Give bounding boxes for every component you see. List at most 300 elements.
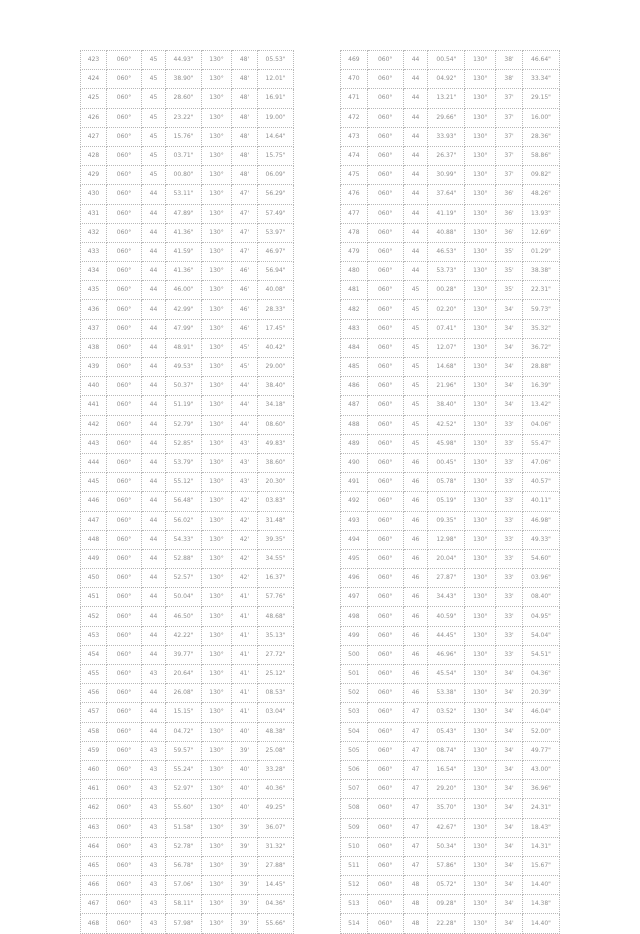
lat-minutes-cell: 47 <box>403 741 428 760</box>
lat-seconds-cell: 23.22" <box>166 108 202 127</box>
lon-minutes-cell: 37' <box>496 108 523 127</box>
lon-minutes-cell: 48' <box>232 89 258 108</box>
table-row <box>341 70 560 89</box>
table-row <box>341 473 560 492</box>
lat-minutes-cell: 43 <box>142 799 166 818</box>
table-row <box>341 665 560 684</box>
lon-degrees-cell: 130° <box>465 914 496 933</box>
lon-minutes-cell: 34' <box>496 895 523 914</box>
lat-seconds-cell: 39.77" <box>166 645 202 664</box>
lon-minutes-cell: 33' <box>496 473 523 492</box>
lon-seconds-cell: 03.04" <box>258 703 294 722</box>
lon-minutes-cell: 42' <box>232 569 258 588</box>
lat-minutes-cell: 44 <box>403 223 428 242</box>
lat-degrees-cell: 060° <box>367 89 403 108</box>
lon-degrees-cell: 130° <box>465 51 496 70</box>
point-number-cell: 481 <box>341 281 368 300</box>
table-row <box>341 530 560 549</box>
lon-minutes-cell: 35' <box>496 281 523 300</box>
lon-minutes-cell: 37' <box>496 166 523 185</box>
lat-degrees-cell: 060° <box>107 760 142 779</box>
lat-seconds-cell: 15.76" <box>166 127 202 146</box>
lat-minutes-cell: 44 <box>142 588 166 607</box>
lat-degrees-cell: 060° <box>107 549 142 568</box>
table-row <box>81 741 294 760</box>
lon-minutes-cell: 33' <box>496 569 523 588</box>
lon-seconds-cell: 59.73" <box>522 300 559 319</box>
lon-seconds-cell: 48.26" <box>522 185 559 204</box>
lat-degrees-cell: 060° <box>107 338 142 357</box>
lat-degrees-cell: 060° <box>107 914 142 933</box>
lat-degrees-cell: 060° <box>107 684 142 703</box>
lon-minutes-cell: 34' <box>496 319 523 338</box>
lon-degrees-cell: 130° <box>202 722 232 741</box>
point-number-cell: 440 <box>81 377 107 396</box>
lon-minutes-cell: 46' <box>232 262 258 281</box>
lat-degrees-cell: 060° <box>107 818 142 837</box>
lon-seconds-cell: 09.82" <box>522 166 559 185</box>
lat-seconds-cell: 12.07" <box>428 338 465 357</box>
table-row <box>341 799 560 818</box>
table-row <box>81 511 294 530</box>
lat-minutes-cell: 47 <box>403 703 428 722</box>
lat-minutes-cell: 45 <box>403 377 428 396</box>
lon-degrees-cell: 130° <box>465 185 496 204</box>
lat-degrees-cell: 060° <box>107 70 142 89</box>
lon-minutes-cell: 39' <box>232 818 258 837</box>
point-number-cell: 431 <box>81 204 107 223</box>
table-row <box>81 895 294 914</box>
lat-minutes-cell: 44 <box>142 223 166 242</box>
lon-minutes-cell: 41' <box>232 607 258 626</box>
lat-degrees-cell: 060° <box>367 549 403 568</box>
lon-degrees-cell: 130° <box>465 319 496 338</box>
table-row <box>81 818 294 837</box>
lat-degrees-cell: 060° <box>107 242 142 261</box>
lat-degrees-cell: 060° <box>367 511 403 530</box>
point-number-cell: 506 <box>341 760 368 779</box>
lon-seconds-cell: 35.13" <box>258 626 294 645</box>
lat-minutes-cell: 44 <box>142 319 166 338</box>
table-row <box>81 262 294 281</box>
lat-seconds-cell: 40.59" <box>428 607 465 626</box>
lon-seconds-cell: 54.04" <box>522 626 559 645</box>
lat-degrees-cell: 060° <box>367 780 403 799</box>
lat-minutes-cell: 43 <box>142 837 166 856</box>
lon-minutes-cell: 34' <box>496 703 523 722</box>
table-row <box>81 492 294 511</box>
lat-minutes-cell: 45 <box>142 166 166 185</box>
point-number-cell: 491 <box>341 473 368 492</box>
lat-degrees-cell: 060° <box>367 876 403 895</box>
table-row <box>341 89 560 108</box>
lon-minutes-cell: 43' <box>232 434 258 453</box>
lat-degrees-cell: 060° <box>107 895 142 914</box>
lon-seconds-cell: 55.47" <box>522 434 559 453</box>
lat-seconds-cell: 52.97" <box>166 780 202 799</box>
lat-degrees-cell: 060° <box>107 281 142 300</box>
table-row <box>341 741 560 760</box>
lat-degrees-cell: 060° <box>367 358 403 377</box>
lon-minutes-cell: 36' <box>496 204 523 223</box>
point-number-cell: 467 <box>81 895 107 914</box>
lat-seconds-cell: 03.52" <box>428 703 465 722</box>
point-number-cell: 439 <box>81 358 107 377</box>
table-row <box>341 626 560 645</box>
lon-seconds-cell: 56.29" <box>258 185 294 204</box>
lon-degrees-cell: 130° <box>202 549 232 568</box>
lat-seconds-cell: 22.28" <box>428 914 465 933</box>
lat-seconds-cell: 12.98" <box>428 530 465 549</box>
table-row <box>341 722 560 741</box>
point-number-cell: 442 <box>81 415 107 434</box>
lon-seconds-cell: 49.77" <box>522 741 559 760</box>
lon-seconds-cell: 01.29" <box>522 242 559 261</box>
lon-degrees-cell: 130° <box>202 70 232 89</box>
lon-degrees-cell: 130° <box>202 185 232 204</box>
lat-minutes-cell: 47 <box>403 818 428 837</box>
point-number-cell: 446 <box>81 492 107 511</box>
lon-minutes-cell: 38' <box>496 70 523 89</box>
point-number-cell: 428 <box>81 146 107 165</box>
lat-minutes-cell: 45 <box>142 70 166 89</box>
lat-degrees-cell: 060° <box>107 415 142 434</box>
lat-degrees-cell: 060° <box>367 377 403 396</box>
table-row <box>81 70 294 89</box>
point-number-cell: 470 <box>341 70 368 89</box>
lat-seconds-cell: 52.78" <box>166 837 202 856</box>
lon-seconds-cell: 38.40" <box>258 377 294 396</box>
point-number-cell: 451 <box>81 588 107 607</box>
lat-seconds-cell: 00.80" <box>166 166 202 185</box>
point-number-cell: 465 <box>81 856 107 875</box>
lon-degrees-cell: 130° <box>465 338 496 357</box>
lat-minutes-cell: 48 <box>403 895 428 914</box>
point-number-cell: 471 <box>341 89 368 108</box>
lon-seconds-cell: 14.31" <box>522 837 559 856</box>
lon-seconds-cell: 24.31" <box>522 799 559 818</box>
lat-minutes-cell: 47 <box>403 837 428 856</box>
lat-degrees-cell: 060° <box>107 185 142 204</box>
lon-minutes-cell: 33' <box>496 549 523 568</box>
lat-seconds-cell: 00.28" <box>428 281 465 300</box>
lon-degrees-cell: 130° <box>465 434 496 453</box>
lon-degrees-cell: 130° <box>202 703 232 722</box>
lon-degrees-cell: 130° <box>202 377 232 396</box>
lat-seconds-cell: 27.87" <box>428 569 465 588</box>
lon-seconds-cell: 46.98" <box>522 511 559 530</box>
lon-minutes-cell: 33' <box>496 434 523 453</box>
lon-degrees-cell: 130° <box>202 108 232 127</box>
table-row <box>81 837 294 856</box>
lon-minutes-cell: 48' <box>232 127 258 146</box>
lat-degrees-cell: 060° <box>367 242 403 261</box>
lon-degrees-cell: 130° <box>465 358 496 377</box>
table-row <box>341 703 560 722</box>
lat-degrees-cell: 060° <box>367 108 403 127</box>
point-number-cell: 469 <box>341 51 368 70</box>
table-row <box>81 856 294 875</box>
lat-minutes-cell: 46 <box>403 684 428 703</box>
lat-minutes-cell: 47 <box>403 856 428 875</box>
lat-degrees-cell: 060° <box>367 626 403 645</box>
point-number-cell: 500 <box>341 645 368 664</box>
lat-minutes-cell: 45 <box>403 415 428 434</box>
lat-minutes-cell: 43 <box>142 895 166 914</box>
lon-degrees-cell: 130° <box>202 511 232 530</box>
lat-seconds-cell: 55.12" <box>166 473 202 492</box>
lon-seconds-cell: 16.37" <box>258 569 294 588</box>
lat-seconds-cell: 47.89" <box>166 204 202 223</box>
table-row <box>81 242 294 261</box>
lat-minutes-cell: 45 <box>403 338 428 357</box>
lat-seconds-cell: 41.19" <box>428 204 465 223</box>
table-row <box>81 300 294 319</box>
lat-seconds-cell: 57.86" <box>428 856 465 875</box>
lat-degrees-cell: 060° <box>367 914 403 933</box>
lat-seconds-cell: 50.04" <box>166 588 202 607</box>
lat-seconds-cell: 37.64" <box>428 185 465 204</box>
table-row <box>81 51 294 70</box>
lat-degrees-cell: 060° <box>107 319 142 338</box>
lon-seconds-cell: 14.38" <box>522 895 559 914</box>
lat-seconds-cell: 42.22" <box>166 626 202 645</box>
table-row <box>81 588 294 607</box>
lat-degrees-cell: 060° <box>107 665 142 684</box>
table-row <box>341 204 560 223</box>
table-row <box>341 319 560 338</box>
lat-seconds-cell: 30.99" <box>428 166 465 185</box>
lat-seconds-cell: 42.99" <box>166 300 202 319</box>
point-number-cell: 495 <box>341 549 368 568</box>
lon-minutes-cell: 34' <box>496 876 523 895</box>
lon-degrees-cell: 130° <box>465 665 496 684</box>
lat-seconds-cell: 52.79" <box>166 415 202 434</box>
lat-minutes-cell: 46 <box>403 473 428 492</box>
lon-minutes-cell: 34' <box>496 684 523 703</box>
lat-degrees-cell: 060° <box>367 684 403 703</box>
lat-degrees-cell: 060° <box>367 453 403 472</box>
point-number-cell: 479 <box>341 242 368 261</box>
lon-seconds-cell: 33.28" <box>258 760 294 779</box>
lon-seconds-cell: 14.40" <box>522 914 559 933</box>
lat-seconds-cell: 20.64" <box>166 665 202 684</box>
lon-minutes-cell: 39' <box>232 914 258 933</box>
lat-seconds-cell: 52.57" <box>166 569 202 588</box>
point-number-cell: 472 <box>341 108 368 127</box>
lat-minutes-cell: 45 <box>142 51 166 70</box>
lon-degrees-cell: 130° <box>465 645 496 664</box>
lon-degrees-cell: 130° <box>465 89 496 108</box>
point-number-cell: 508 <box>341 799 368 818</box>
point-number-cell: 437 <box>81 319 107 338</box>
lat-seconds-cell: 33.93" <box>428 127 465 146</box>
lat-degrees-cell: 060° <box>367 281 403 300</box>
lat-seconds-cell: 46.96" <box>428 645 465 664</box>
lat-minutes-cell: 45 <box>142 146 166 165</box>
point-number-cell: 452 <box>81 607 107 626</box>
table-row <box>341 569 560 588</box>
lon-minutes-cell: 46' <box>232 281 258 300</box>
lon-minutes-cell: 43' <box>232 473 258 492</box>
lon-degrees-cell: 130° <box>202 146 232 165</box>
lon-minutes-cell: 45' <box>232 338 258 357</box>
lat-minutes-cell: 46 <box>403 492 428 511</box>
table-row <box>81 607 294 626</box>
lon-seconds-cell: 48.38" <box>258 722 294 741</box>
lon-seconds-cell: 49.83" <box>258 434 294 453</box>
lon-seconds-cell: 34.18" <box>258 396 294 415</box>
lat-minutes-cell: 44 <box>142 511 166 530</box>
lon-degrees-cell: 130° <box>465 818 496 837</box>
lon-seconds-cell: 14.40" <box>522 876 559 895</box>
point-number-cell: 488 <box>341 415 368 434</box>
lat-seconds-cell: 57.98" <box>166 914 202 933</box>
point-number-cell: 427 <box>81 127 107 146</box>
lon-minutes-cell: 39' <box>232 741 258 760</box>
lon-degrees-cell: 130° <box>202 665 232 684</box>
lon-degrees-cell: 130° <box>465 473 496 492</box>
lat-degrees-cell: 060° <box>367 185 403 204</box>
lat-minutes-cell: 44 <box>403 185 428 204</box>
lat-seconds-cell: 26.08" <box>166 684 202 703</box>
coordinate-table-left-body <box>81 51 294 934</box>
lon-seconds-cell: 57.49" <box>258 204 294 223</box>
lat-degrees-cell: 060° <box>107 300 142 319</box>
point-number-cell: 483 <box>341 319 368 338</box>
lon-degrees-cell: 130° <box>202 684 232 703</box>
lon-degrees-cell: 130° <box>465 569 496 588</box>
lon-minutes-cell: 47' <box>232 242 258 261</box>
lon-minutes-cell: 38' <box>496 51 523 70</box>
point-number-cell: 423 <box>81 51 107 70</box>
lon-degrees-cell: 130° <box>465 741 496 760</box>
table-row <box>81 89 294 108</box>
table-row <box>81 780 294 799</box>
lon-seconds-cell: 36.07" <box>258 818 294 837</box>
lat-degrees-cell: 060° <box>107 377 142 396</box>
lon-seconds-cell: 04.95" <box>522 607 559 626</box>
lon-degrees-cell: 130° <box>465 415 496 434</box>
lat-minutes-cell: 46 <box>403 530 428 549</box>
lon-minutes-cell: 34' <box>496 377 523 396</box>
table-row <box>341 684 560 703</box>
lat-seconds-cell: 09.28" <box>428 895 465 914</box>
lon-degrees-cell: 130° <box>202 626 232 645</box>
lon-degrees-cell: 130° <box>202 127 232 146</box>
lon-degrees-cell: 130° <box>465 837 496 856</box>
lon-seconds-cell: 15.67" <box>522 856 559 875</box>
lon-degrees-cell: 130° <box>202 837 232 856</box>
lon-minutes-cell: 39' <box>232 895 258 914</box>
lon-degrees-cell: 130° <box>202 319 232 338</box>
lon-degrees-cell: 130° <box>465 223 496 242</box>
lat-minutes-cell: 43 <box>142 818 166 837</box>
point-number-cell: 441 <box>81 396 107 415</box>
lon-minutes-cell: 34' <box>496 780 523 799</box>
table-row <box>341 549 560 568</box>
lon-seconds-cell: 03.96" <box>522 569 559 588</box>
lat-seconds-cell: 42.67" <box>428 818 465 837</box>
lon-minutes-cell: 34' <box>496 914 523 933</box>
lat-degrees-cell: 060° <box>367 127 403 146</box>
table-row <box>341 511 560 530</box>
lat-minutes-cell: 46 <box>403 549 428 568</box>
lat-degrees-cell: 060° <box>107 799 142 818</box>
lat-minutes-cell: 44 <box>142 242 166 261</box>
lon-seconds-cell: 08.53" <box>258 684 294 703</box>
lat-seconds-cell: 41.36" <box>166 223 202 242</box>
table-row <box>341 338 560 357</box>
lon-minutes-cell: 34' <box>496 358 523 377</box>
lon-minutes-cell: 37' <box>496 146 523 165</box>
lat-minutes-cell: 46 <box>403 665 428 684</box>
table-row <box>341 146 560 165</box>
coordinate-table-right <box>340 50 560 934</box>
lat-minutes-cell: 46 <box>403 511 428 530</box>
lat-degrees-cell: 060° <box>367 856 403 875</box>
lon-degrees-cell: 130° <box>465 530 496 549</box>
lon-seconds-cell: 25.08" <box>258 741 294 760</box>
lon-seconds-cell: 57.76" <box>258 588 294 607</box>
point-number-cell: 438 <box>81 338 107 357</box>
lon-seconds-cell: 04.36" <box>258 895 294 914</box>
table-row <box>81 914 294 933</box>
lat-degrees-cell: 060° <box>107 780 142 799</box>
lon-degrees-cell: 130° <box>465 799 496 818</box>
lat-degrees-cell: 060° <box>107 262 142 281</box>
lat-minutes-cell: 44 <box>142 703 166 722</box>
lat-degrees-cell: 060° <box>367 166 403 185</box>
lon-minutes-cell: 35' <box>496 242 523 261</box>
table-row <box>81 549 294 568</box>
lon-minutes-cell: 37' <box>496 89 523 108</box>
lon-minutes-cell: 33' <box>496 492 523 511</box>
lat-degrees-cell: 060° <box>367 204 403 223</box>
lon-degrees-cell: 130° <box>202 607 232 626</box>
lon-seconds-cell: 35.32" <box>522 319 559 338</box>
lon-degrees-cell: 130° <box>202 780 232 799</box>
point-number-cell: 511 <box>341 856 368 875</box>
lon-seconds-cell: 38.38" <box>522 262 559 281</box>
lon-degrees-cell: 130° <box>202 262 232 281</box>
table-row <box>341 434 560 453</box>
point-number-cell: 462 <box>81 799 107 818</box>
lon-seconds-cell: 25.12" <box>258 665 294 684</box>
lat-minutes-cell: 43 <box>142 780 166 799</box>
point-number-cell: 503 <box>341 703 368 722</box>
lon-seconds-cell: 18.43" <box>522 818 559 837</box>
table-row <box>341 895 560 914</box>
lat-degrees-cell: 060° <box>367 70 403 89</box>
lat-minutes-cell: 44 <box>142 377 166 396</box>
lon-seconds-cell: 54.60" <box>522 549 559 568</box>
lon-minutes-cell: 48' <box>232 51 258 70</box>
table-row <box>81 626 294 645</box>
lat-minutes-cell: 44 <box>142 645 166 664</box>
lat-seconds-cell: 28.60" <box>166 89 202 108</box>
point-number-cell: 492 <box>341 492 368 511</box>
table-row <box>81 358 294 377</box>
lon-minutes-cell: 34' <box>496 760 523 779</box>
lat-seconds-cell: 45.98" <box>428 434 465 453</box>
lon-minutes-cell: 42' <box>232 530 258 549</box>
lat-minutes-cell: 47 <box>403 760 428 779</box>
lon-degrees-cell: 130° <box>465 780 496 799</box>
point-number-cell: 489 <box>341 434 368 453</box>
lon-degrees-cell: 130° <box>202 242 232 261</box>
table-row <box>341 185 560 204</box>
